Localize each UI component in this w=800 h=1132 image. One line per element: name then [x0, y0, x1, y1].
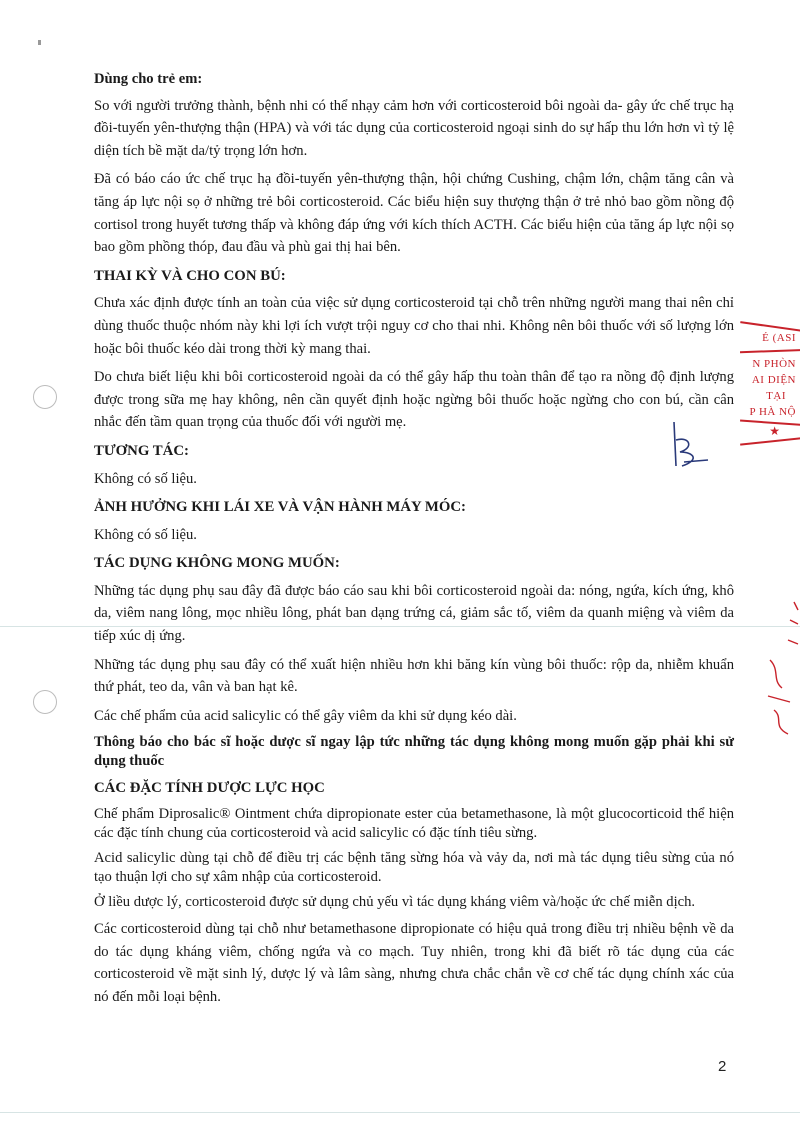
punch-hole: [33, 385, 57, 409]
section-heading: TƯƠNG TÁC:: [94, 442, 189, 459]
body-paragraph: Các chế phẩm của acid salicylic có thể gây viêm da khi sử dụng kéo dài.: [94, 707, 517, 724]
signature-mark: [660, 418, 720, 478]
body-paragraph: Không có số liệu.: [94, 526, 197, 543]
body-paragraph: So với người trưởng thành, bệnh nhi có thể nhạy cảm hơn với corticosteroid bôi ngoài da- gây ức chế trục hạ đồi-tuyến yên-thượng thận (HPA) và với tác dụng của corticosteroid ngoại sinh do sự hấp thu lớn hơn vì tỷ lệ diện tích bề mặt da/tỷ trọng lớn hơn.: [94, 97, 734, 159]
body-paragraph: Không có số liệu.: [94, 470, 197, 487]
partial-stamp: [760, 600, 800, 650]
section-heading: TÁC DỤNG KHÔNG MONG MUỐN:: [94, 555, 340, 572]
stamp-line: É (ASI: [762, 332, 796, 344]
punch-hole: [33, 690, 57, 714]
stamp-line: AI DIỆN: [751, 374, 796, 386]
body-paragraph: Các corticosteroid dùng tại chỗ như betamethasone dipropionate có hiệu quả trong điều trị nhiều bệnh về da do tác dụng kháng viêm, chống ngứa và co mạch. Tuy nhiên, trong khi đã biết rõ tác dụng của các corticosteroid về mặt sinh lý, dược lý và lâm sàng, nhưng chưa chắc chắn về cơ chế tác dụng chính xác của nó đến mỗi loại bệnh.: [94, 921, 734, 1005]
body-paragraph: Những tác dụng phụ sau đây có thể xuất hiện nhiều hơn khi băng kín vùng bôi thuốc: rộp da, nhiễm khuẩn thứ phát, teo da, vân và ban hạt kê.: [94, 656, 734, 696]
body-paragraph: Đã có báo cáo ức chế trục hạ đồi-tuyến yên-thượng thận, hội chứng Cushing, chậm lớn, chậm tăng cân và tăng áp lực nội sọ ở những trẻ bôi corticosteroid. Các biểu hiện suy thượng thận ở trẻ nhỏ bao gồm nồng độ cortisol trong huyết tương thấp và không đáp ứng với kích thích ACTH. Các biểu hiện của tăng áp lực nội sọ bao gồm phồng thóp, đau đầu và phù gai thị hai bên.: [94, 171, 734, 256]
section-heading: CÁC ĐẶC TÍNH DƯỢC LỰC HỌC: [94, 780, 325, 797]
body-paragraph: Chưa xác định được tính an toàn của việc sử dụng corticosteroid tại chỗ trên những người mang thai nên chỉ dùng thuốc thuộc nhóm này khi lợi ích vượt trội nguy cơ cho thai nhi. Không nên bôi thuốc với số lượng lớn hoặc bôi thuốc kéo dài trong thời kỳ mang thai.: [94, 295, 734, 357]
body-paragraph: Những tác dụng phụ sau đây đã được báo cáo sau khi bôi corticosteroid ngoài da: nóng, ngứa, kích ứng, khô da, viêm nang lông, mọc nhiều lông, phát ban dạng trứng cá, giảm sắc tố, viêm da quanh miệng và viêm da tiếp xúc dị ứng.: [94, 582, 734, 645]
body-paragraph: Do chưa biết liệu khi bôi corticosteroid ngoài da có thể gây hấp thu toàn thân để tạo ra nồng độ định lượng được trong sữa mẹ hay không, nên cần quyết định hoặc ngừng bôi thuốc hoặc ngừng cho con bú, cần cân nhắc đến tầm quan trọng của thuốc đối với người mẹ.: [94, 369, 734, 431]
partial-stamp: [760, 650, 800, 740]
document-body: [94, 68, 734, 1014]
scan-line: [0, 1112, 800, 1113]
section-heading: THAI KỲ VÀ CHO CON BÚ:: [94, 267, 286, 284]
stamp-line: TẠI: [766, 390, 786, 402]
stamp-line: P HÀ NỘ: [749, 406, 796, 418]
stamp-line: N PHÒN: [752, 358, 796, 370]
body-paragraph: Acid salicylic dùng tại chỗ để điều trị các bệnh tăng sừng hóa và vảy da, nơi mà tác dụng tiêu sừng của nó tạo thuận lợi cho sự xâm nhập của corticosteroid.: [94, 850, 734, 886]
body-paragraph: Ở liều dược lý, corticosteroid được sử dụng chủ yếu vì tác dụng kháng viêm và/hoặc ức chế miễn dịch.: [94, 894, 696, 911]
scan-mark: [38, 40, 41, 45]
warning-paragraph: Thông báo cho bác sĩ hoặc dược sĩ ngay lập tức những tác dụng không mong muốn gặp phải khi sử dụng thuốc: [94, 734, 734, 770]
body-paragraph: Chế phẩm Diprosalic® Ointment chứa dipropionate ester của betamethasone, là một glucocorticoid thể hiện các đặc tính chung của corticosteroid và acid salicylic có đặc tính tiêu sừng.: [94, 806, 734, 842]
star-icon: ★: [769, 424, 780, 438]
official-stamp: [738, 318, 800, 468]
page-number: 2: [718, 1058, 727, 1075]
section-heading: ẢNH HƯỞNG KHI LÁI XE VÀ VẬN HÀNH MÁY MÓC:: [94, 499, 466, 516]
section-subheading: Dùng cho trẻ em:: [94, 71, 203, 87]
